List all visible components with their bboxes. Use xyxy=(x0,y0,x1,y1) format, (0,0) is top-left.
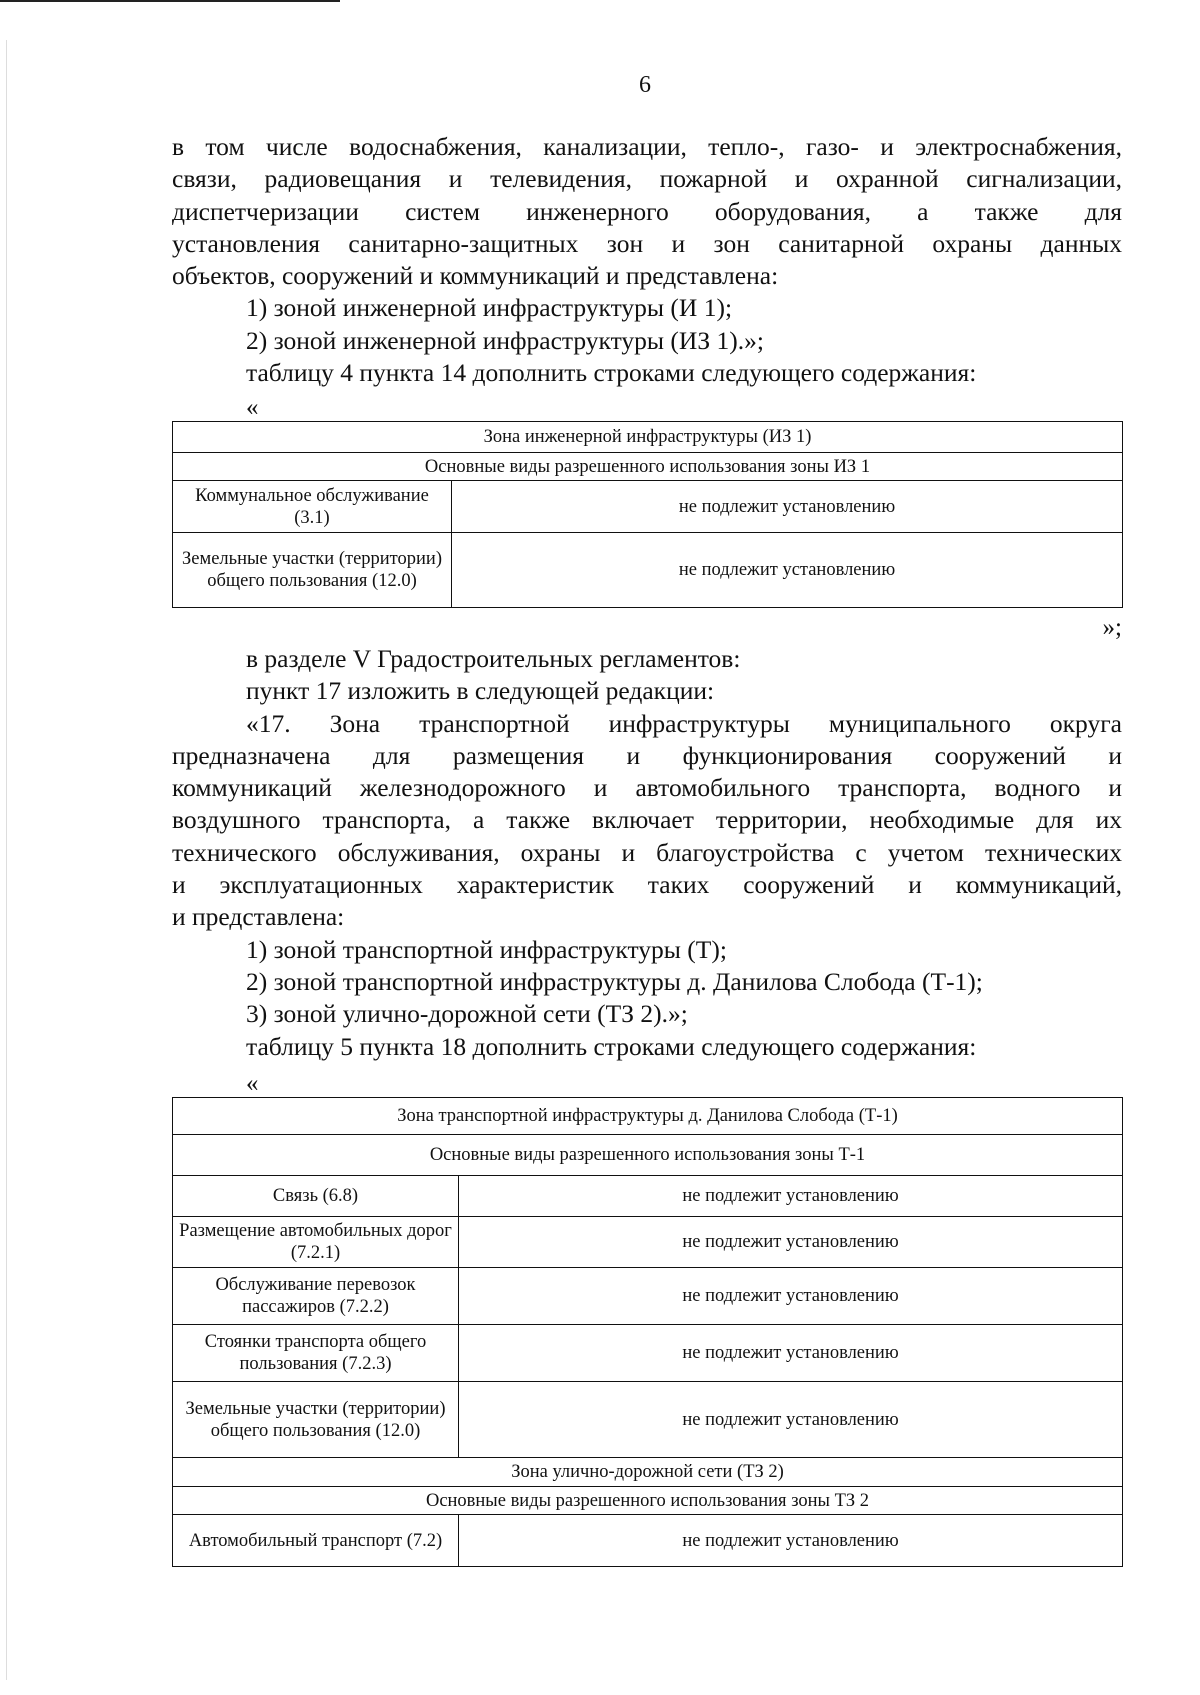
table5-subtitle: Основные виды разрешенного использования зоны Т-1 xyxy=(173,1135,1123,1176)
value-cell: не подлежит установлению xyxy=(459,1325,1123,1382)
table-row xyxy=(173,1176,1123,1217)
intro-line: в том числе водоснабжения, канализации, тепло-, газо- и электроснабжения, xyxy=(172,132,1122,161)
table5-title-2: Зона улично-дорожной сети (ТЗ 2) xyxy=(173,1458,1123,1487)
zone-list-item: 1) зоной инженерной инфраструктуры (И 1); xyxy=(246,293,733,323)
point17-line: технического обслуживания, охраны и благоустройства с учетом технических xyxy=(172,837,1122,867)
use-cell: Связь (6.8) xyxy=(173,1176,459,1217)
table-row xyxy=(173,533,1123,608)
table-row xyxy=(173,481,1123,533)
table4-title: Зона инженерной инфраструктуры (ИЗ 1) xyxy=(173,422,1123,453)
table-5 xyxy=(172,1097,1123,1567)
use-cell: Автомобильный транспорт (7.2) xyxy=(173,1515,459,1567)
intro-line: связи, радиовещания и телевидения, пожарной и охранной сигнализации, xyxy=(172,164,1122,194)
point17-line: и представлена: xyxy=(172,902,345,932)
use-cell: Коммунальное обслуживание (3.1) xyxy=(173,481,452,533)
table-row xyxy=(173,1458,1123,1487)
intro-line: объектов, сооружений и коммуникаций и представлена: xyxy=(172,261,779,291)
value-cell: не подлежит установлению xyxy=(452,533,1123,608)
scan-edge-shadow xyxy=(6,40,7,1680)
use-cell: Земельные участки (территории) общего пользования (12.0) xyxy=(173,533,452,608)
table5-intro: таблицу 5 пункта 18 дополнить строками следующего содержания: xyxy=(246,1031,977,1061)
scan-edge-line xyxy=(0,0,340,2)
value-cell: не подлежит установлению xyxy=(459,1176,1123,1217)
intro-line: диспетчеризации систем инженерного оборудования, а также для xyxy=(172,196,1122,226)
point17-line: коммуникаций железнодорожного и автомобильного транспорта, водного и xyxy=(172,773,1122,803)
use-cell: Земельные участки (территории) общего пользования (12.0) xyxy=(173,1382,459,1458)
table-row xyxy=(173,453,1123,481)
page-number: 6 xyxy=(639,72,651,98)
table-row xyxy=(173,1135,1123,1176)
value-cell: не подлежит установлению xyxy=(459,1382,1123,1458)
use-cell: Стоянки транспорта общего пользования (7.2.3) xyxy=(173,1325,459,1382)
table-row xyxy=(173,1515,1123,1567)
value-cell: не подлежит установлению xyxy=(452,481,1123,533)
zone-list-item: 2) зоной инженерной инфраструктуры (ИЗ 1).»; xyxy=(246,325,764,355)
table-row xyxy=(173,1268,1123,1325)
point17-line: «17. Зона транспортной инфраструктуры муниципального округа xyxy=(246,708,1122,738)
point17-intro: пункт 17 изложить в следующей редакции: xyxy=(246,676,715,706)
point17-block xyxy=(172,643,1122,1063)
section-v-line: в разделе V Градостроительных регламентов: xyxy=(246,644,741,673)
table-row xyxy=(173,422,1123,453)
table4-subtitle: Основные виды разрешенного использования зоны ИЗ 1 xyxy=(173,453,1123,481)
table-row xyxy=(173,1382,1123,1458)
point17-line: и эксплуатационных характеристик таких сооружений и коммуникаций, xyxy=(172,870,1122,900)
value-cell: не подлежит установлению xyxy=(459,1217,1123,1268)
table-row xyxy=(173,1487,1123,1515)
table4-intro: таблицу 4 пункта 14 дополнить строками следующего содержания: xyxy=(246,358,977,388)
value-cell: не подлежит установлению xyxy=(459,1268,1123,1325)
point17-line: предназначена для размещения и функционирования сооружений и xyxy=(172,740,1122,770)
point17-line: воздушного транспорта, а также включает территории, необходимые для их xyxy=(172,805,1122,835)
zone-list-item: 3) зоной улично-дорожной сети (ТЗ 2).»; xyxy=(246,999,688,1029)
table-row xyxy=(173,1098,1123,1135)
use-cell: Размещение автомобильных дорог (7.2.1) xyxy=(173,1217,459,1268)
use-cell: Обслуживание перевозок пассажиров (7.2.2) xyxy=(173,1268,459,1325)
quote-open-mark: « xyxy=(246,394,259,421)
quote-open-mark: « xyxy=(246,1070,259,1097)
table5-subtitle-2: Основные виды разрешенного использования зоны ТЗ 2 xyxy=(173,1487,1123,1515)
value-cell: не подлежит установлению xyxy=(459,1515,1123,1567)
table-row xyxy=(173,1325,1123,1382)
quote-close-mark: »; xyxy=(1102,614,1122,641)
zone-list-item: 2) зоной транспортной инфраструктуры д. Данилова Слобода (Т-1); xyxy=(246,966,983,996)
intro-paragraph xyxy=(172,131,1122,389)
intro-line: установления санитарно-защитных зон и зон санитарной охраны данных xyxy=(172,228,1122,258)
table-4 xyxy=(172,421,1123,608)
table-row xyxy=(173,1217,1123,1268)
table5-title: Зона транспортной инфраструктуры д. Данилова Слобода (Т-1) xyxy=(173,1098,1123,1135)
zone-list-item: 1) зоной транспортной инфраструктуры (Т); xyxy=(246,934,727,964)
